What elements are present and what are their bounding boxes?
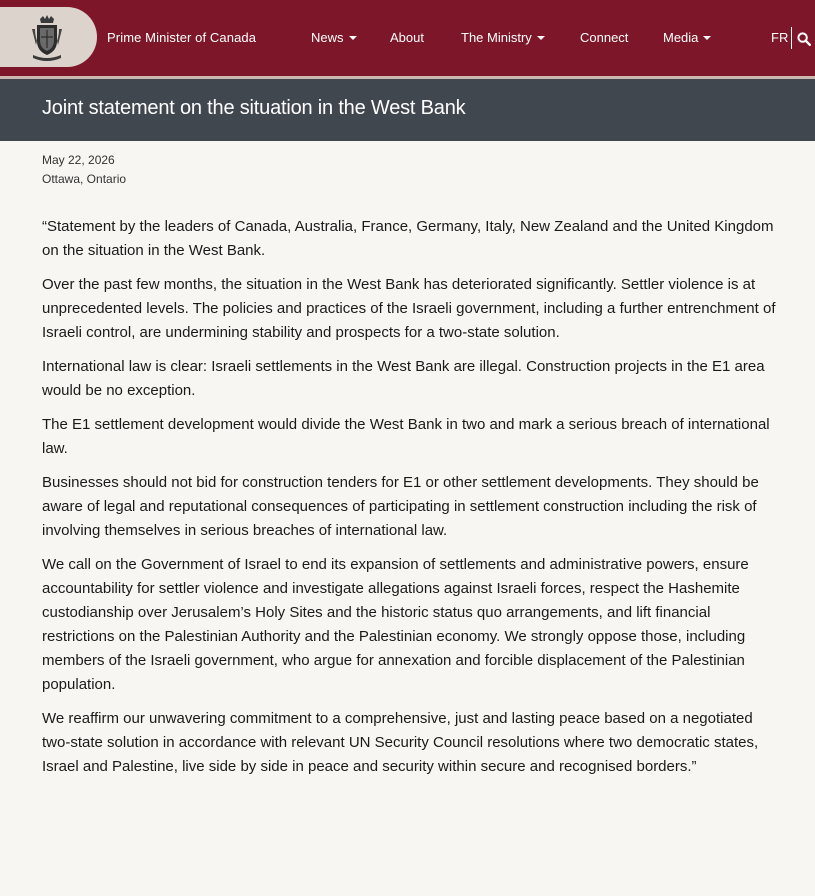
- nav-connect-label: Connect: [580, 30, 629, 45]
- article-paragraph: We reaffirm our unwavering commitment to a comprehensive, just and lasting peace based on a negotiated two-state solution in accordance with relevant UN Security Council resolutions where two democratic states, Israel and Palestine, live side by side in peace and security within secure and recognised borders.”: [42, 710, 759, 775]
- publication-location: Ottawa, Ontario: [42, 172, 127, 186]
- page-title: Joint statement on the situation in the West Bank: [42, 97, 466, 119]
- caret-down-icon: [349, 36, 357, 40]
- article-paragraph: The E1 settlement development would divide the West Bank in two and mark a serious breach of international law.: [42, 416, 770, 457]
- nav-media-label: Media: [663, 30, 699, 45]
- article-paragraph: Businesses should not bid for construction tenders for E1 or other settlement developments. They should be aware of legal and reputational consequences of participating in settlement construction including the risk of involving themselves in serious breaches of international law.: [42, 474, 759, 539]
- nav-the-ministry[interactable]: [461, 30, 545, 45]
- header-separator: [791, 27, 792, 49]
- nav-media[interactable]: [663, 30, 711, 45]
- caret-down-icon: [537, 36, 545, 40]
- nav-news-label: News: [311, 30, 344, 45]
- search-icon[interactable]: [797, 32, 811, 46]
- nav-connect[interactable]: [580, 30, 628, 45]
- caret-down-icon: [703, 36, 711, 40]
- publication-date: May 22, 2026: [42, 153, 115, 167]
- article-body: [42, 215, 777, 789]
- nav-news[interactable]: [311, 30, 357, 45]
- canada-coat-of-arms-icon[interactable]: [30, 15, 64, 61]
- article-paragraph: “Statement by the leaders of Canada, Australia, France, Germany, Italy, New Zealand and the United Kingdom on the situation in the West Bank.: [42, 218, 774, 259]
- nav-about-label: About: [390, 30, 424, 45]
- article-paragraph: Over the past few months, the situation in the West Bank has deteriorated significantly. Settler violence is at unprecedented levels. The policies and practices of the Israeli government, including a further entrenchment of Israeli control, are undermining stability and prospects for a two-state solution.: [42, 276, 776, 341]
- site-title[interactable]: Prime Minister of Canada: [107, 30, 257, 45]
- article-paragraph: International law is clear: Israeli settlements in the West Bank are illegal. Construction projects in the E1 area would be no exception.: [42, 358, 765, 399]
- language-toggle-link[interactable]: FR: [771, 30, 789, 45]
- article-paragraph: We call on the Government of Israel to end its expansion of settlements and administrative powers, ensure accountability for settler violence and investigate allegations against Israeli forces, respect the Hashemite custodianship over Jerusalem’s Holy Sites and the historic status quo arrangements, and lift financial restrictions on the Palestinian Authority and the Palestinian economy. We strongly oppose those, including members of the Israeli government, who argue for annexation and forcible displacement of the Palestinian population.: [42, 556, 749, 693]
- nav-about[interactable]: [390, 30, 424, 45]
- nav-the-ministry-label: The Ministry: [461, 30, 532, 45]
